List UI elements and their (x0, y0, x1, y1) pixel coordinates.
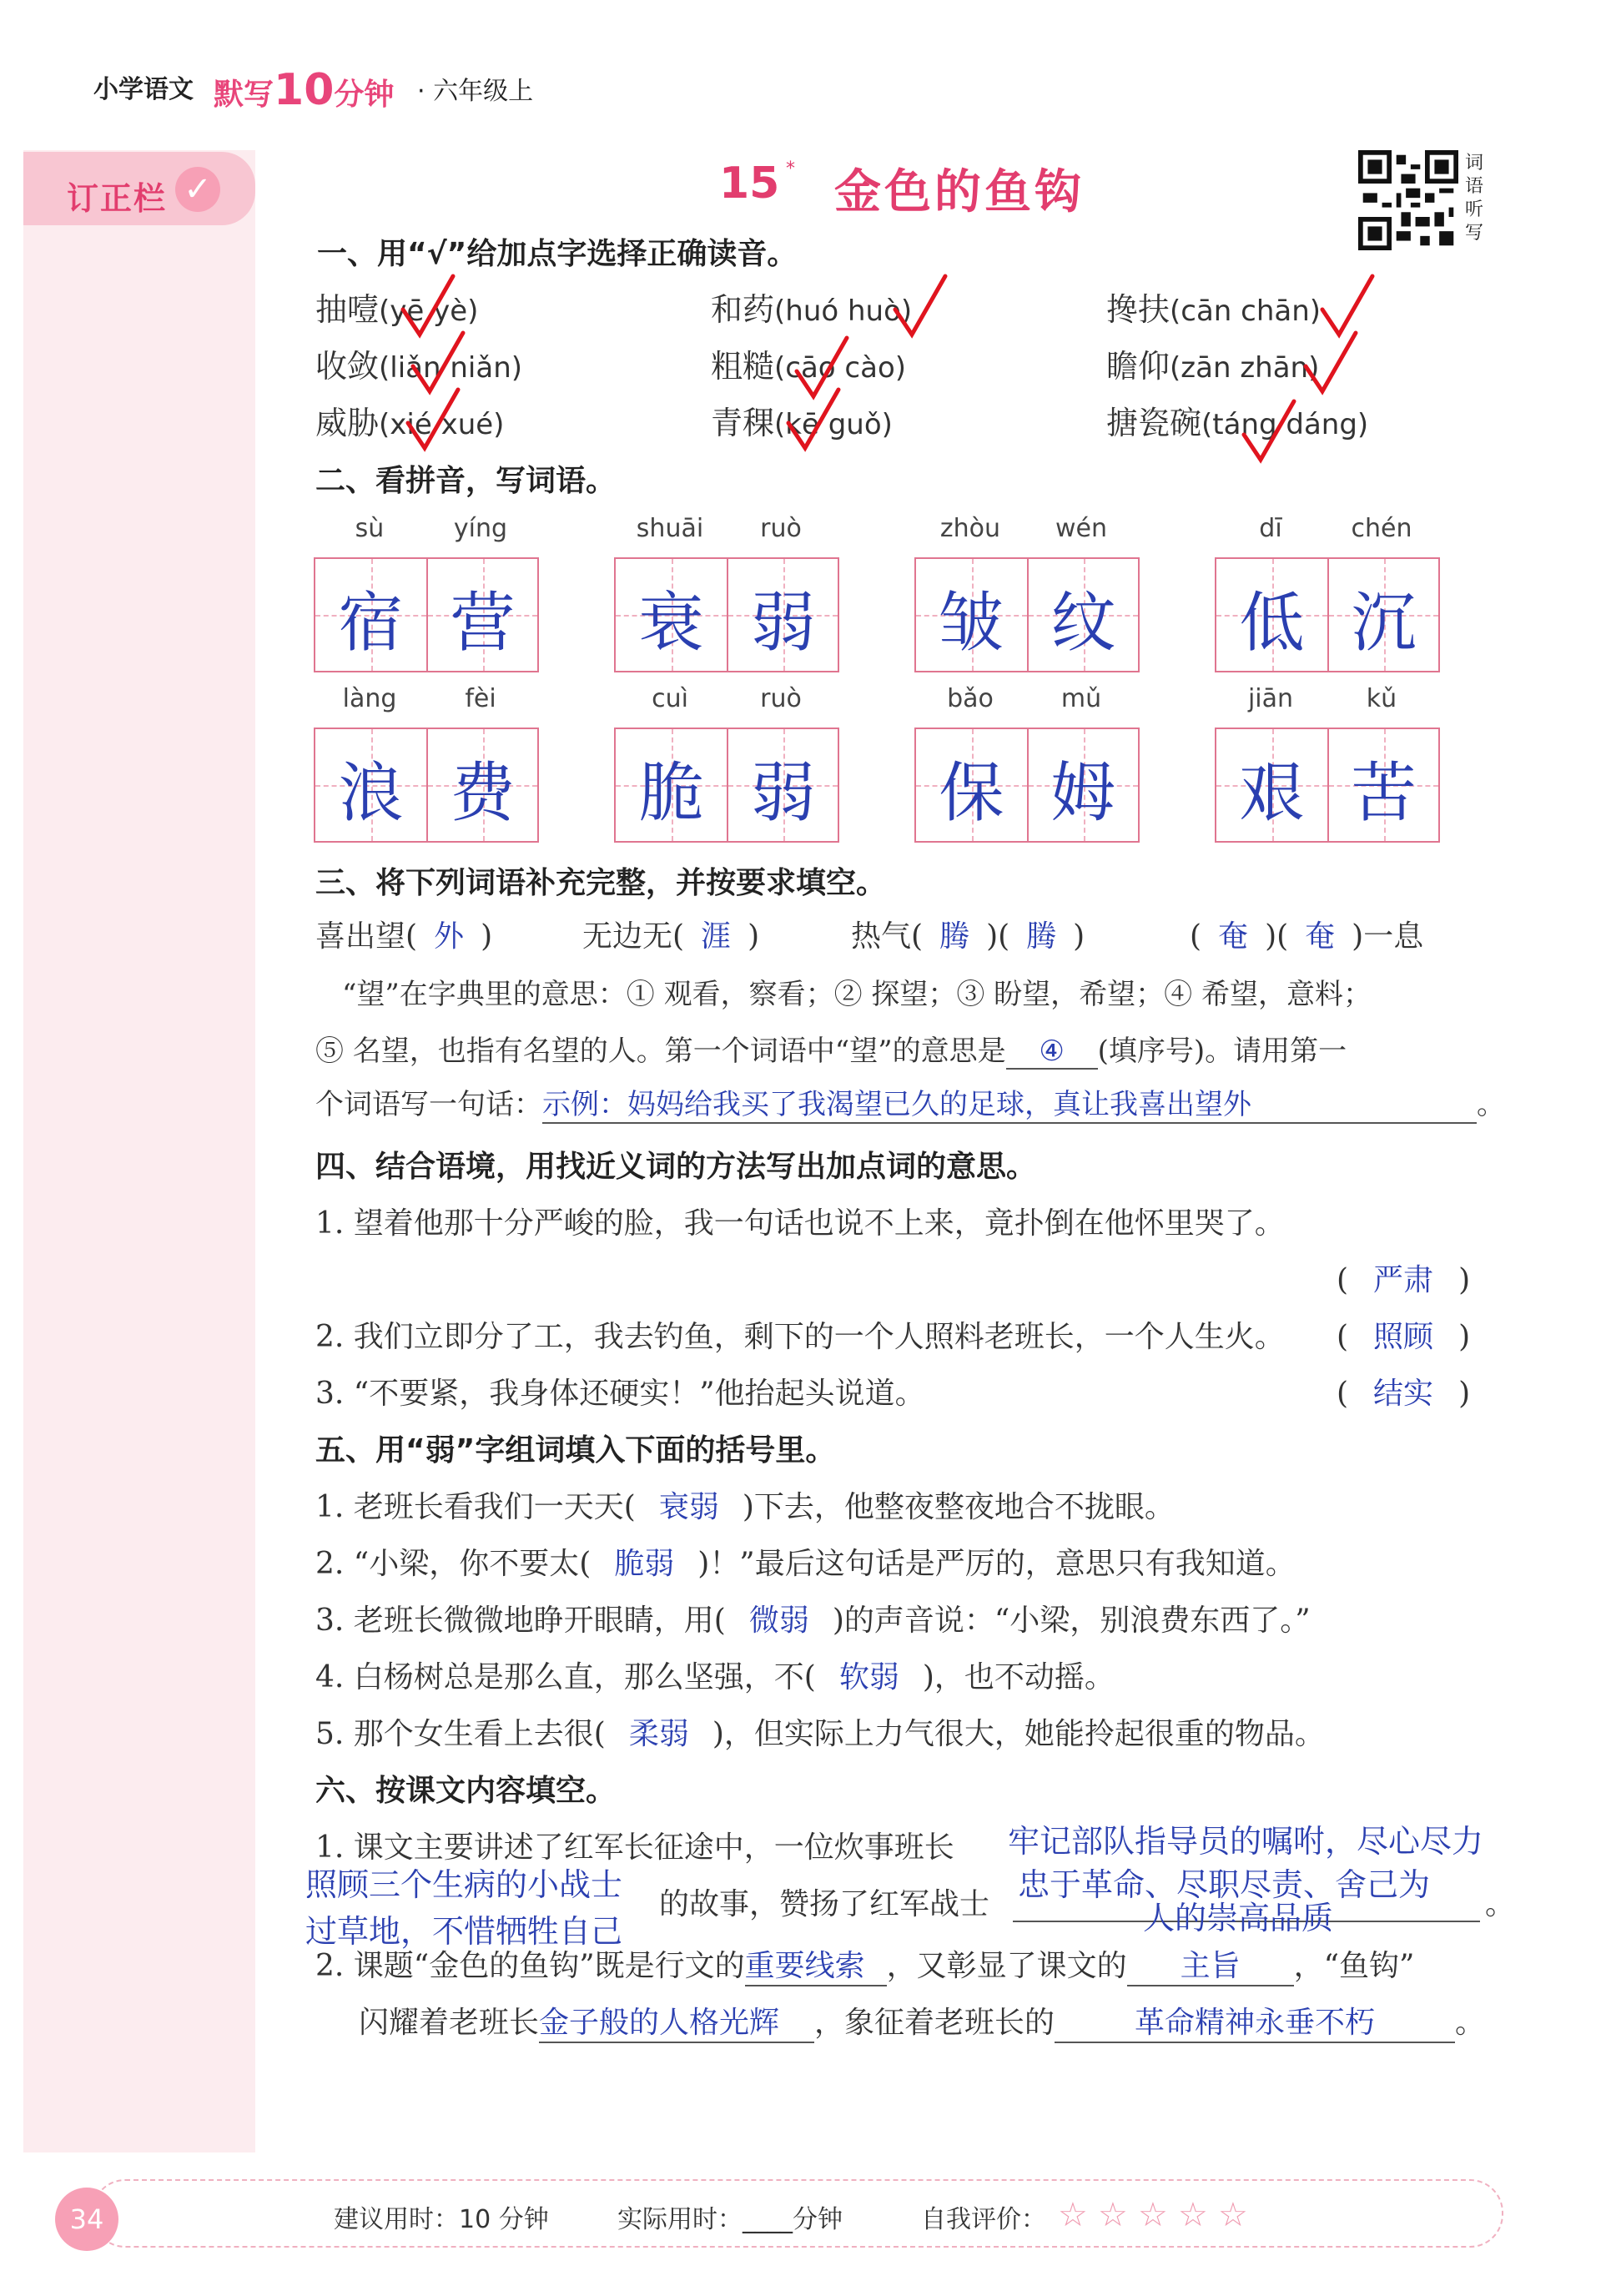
pinyin-label: jiān (1247, 684, 1294, 713)
item-word: 和药 (711, 291, 775, 328)
section4-heading: 四、结合语境，用找近义词的方法写出加点词的意思。 (315, 1150, 1037, 1184)
writing-grid (914, 557, 1140, 672)
grid-cell[interactable] (1027, 559, 1138, 671)
meaning-text: (填序号)。请用第一 (1097, 1035, 1347, 1068)
grid-cell[interactable] (616, 729, 727, 841)
grid-cell[interactable] (916, 559, 1027, 671)
question-4-1: 1. 望着他那十分严峻的脸，我一句话也说不上来，竟扑倒在他怀里哭了。 (315, 1206, 1285, 1241)
item-options: (cān chān) (1170, 295, 1322, 328)
question-5-2 (315, 1540, 1296, 1583)
idiom-1 (315, 913, 492, 955)
item-word: 搪瓷碗 (1106, 405, 1202, 441)
grid-char: 宿 (338, 586, 404, 661)
pinyin-item (1106, 284, 1321, 330)
check-mark-icon (784, 385, 843, 452)
item-options: (liǎn niǎn) (379, 351, 523, 385)
question-5-5 (315, 1710, 1325, 1753)
question-5-4 (315, 1654, 1115, 1696)
grid-char: 纹 (1050, 586, 1116, 661)
answer-value[interactable]: 衰弱 (658, 1490, 719, 1524)
grid-char: 姆 (1050, 756, 1116, 831)
brand-ten: 10 (274, 65, 335, 115)
grid-char: 皱 (939, 586, 1004, 661)
pinyin-label: dī (1259, 514, 1282, 543)
suggested-time: 建议用时：10 分钟 (334, 2205, 549, 2234)
writing-grid (1215, 557, 1440, 672)
idiom-answer[interactable]: 奄 (1218, 919, 1249, 954)
item-options: (huó huò) (774, 295, 913, 328)
rating-star-icon[interactable]: ☆ (1058, 2196, 1088, 2234)
grid-cell[interactable] (727, 729, 838, 841)
answer-6-1b-line2[interactable]: 人的崇高品质 (1143, 1900, 1334, 1936)
item-word: 粗糙 (711, 348, 775, 385)
brand-pre: 默写 (214, 78, 274, 112)
pinyin-label: yíng (453, 514, 508, 543)
grid-cell[interactable] (1327, 559, 1438, 671)
grid-cell[interactable] (1327, 729, 1438, 841)
question-6-1c: 。 (1485, 1887, 1516, 1921)
writing-grid (1215, 728, 1440, 843)
answer-value[interactable]: 照顾 (1373, 1320, 1434, 1354)
question-text: 2. “小梁，你不要太( (315, 1547, 592, 1581)
question-text: ，象征着老班长的 (814, 2006, 1055, 2040)
check-mark-icon (1301, 329, 1360, 395)
page-number: 34 (55, 2188, 118, 2251)
answer-6-1-line3[interactable]: 过草地，不惜牺牲自己 (305, 1913, 623, 1950)
idiom-answer[interactable]: 涯 (701, 919, 732, 954)
pinyin-label: kǔ (1366, 684, 1397, 713)
grid-cell[interactable] (1027, 729, 1138, 841)
pinyin-label: mǔ (1060, 684, 1102, 713)
item-options: (cāo cào) (774, 351, 907, 385)
item-options: (táng dáng) (1201, 408, 1369, 441)
idiom-text: 喜出望( (315, 919, 418, 954)
idiom-text: 热气( (851, 919, 924, 954)
meaning-text: 。 (1477, 1088, 1505, 1121)
writing-grid (314, 728, 539, 843)
pinyin-item (1106, 397, 1368, 443)
item-options: (kē guǒ) (774, 408, 893, 441)
qr-caption: 词语听写 (1465, 153, 1484, 244)
idiom-answer[interactable]: 腾 (1026, 919, 1057, 954)
question-text: 闪耀着老班长 (359, 2006, 540, 2040)
meaning-text: 个词语写一句话： (315, 1088, 542, 1121)
idiom-answer[interactable]: 外 (434, 919, 465, 954)
grid-cell[interactable] (727, 559, 838, 671)
pinyin-label: cuì (652, 684, 688, 713)
question-text: 4. 白杨树总是那么直，那么坚强，不( (315, 1660, 816, 1694)
answer-value[interactable]: 金子般的人格光辉 (539, 1999, 814, 2043)
grid-char: 低 (1239, 586, 1305, 661)
question-text: 。 (1455, 2006, 1486, 2040)
pinyin-label: làng (342, 684, 397, 713)
rating-star-icon[interactable]: ☆ (1098, 2196, 1128, 2234)
item-word: 青稞 (711, 405, 775, 441)
question-6-3 (359, 1999, 1485, 2043)
section2-heading: 二、看拼音，写词语。 (315, 464, 617, 498)
answer-value[interactable]: 革命精神永垂不朽 (1055, 1999, 1455, 2043)
check-mark-icon (1240, 397, 1298, 464)
answer-value[interactable]: 结实 (1373, 1377, 1434, 1411)
meaning-answer[interactable]: ④ (1006, 1035, 1098, 1070)
grid-cell[interactable] (1216, 729, 1327, 841)
idiom-text: )( (1265, 919, 1289, 954)
item-options: (zān zhān) (1170, 351, 1320, 385)
answer-4-1: ( 严肃 ) (1337, 1263, 1471, 1297)
check-mark-icon (891, 272, 949, 339)
grid-char: 沉 (1351, 586, 1417, 661)
meaning-line-3 (315, 1081, 1505, 1124)
question-text: ，又彰显了课文的 (886, 1949, 1127, 1983)
answer-value[interactable]: 脆弱 (614, 1547, 675, 1581)
rating-star-icon[interactable]: ☆ (1178, 2196, 1208, 2234)
idiom-text: )一息 (1352, 919, 1424, 954)
section5-heading: 五、用“弱”字组词填入下面的括号里。 (315, 1433, 836, 1468)
idiom-text: ) (481, 919, 493, 954)
meaning-line-2 (315, 1028, 1347, 1070)
question-6-2 (315, 1942, 1414, 1986)
idiom-text: ) (1073, 919, 1085, 954)
grid-char: 弱 (750, 756, 816, 831)
question-6-1b: 的故事，赞扬了红军战士 (659, 1887, 990, 1921)
grid-cell[interactable] (426, 729, 537, 841)
pinyin-item (711, 284, 912, 330)
idiom-text: )( (986, 919, 1010, 954)
question-text: ，“鱼钩” (1293, 1949, 1415, 1983)
answer-value[interactable]: 重要线索 (745, 1942, 887, 1986)
grid-char: 艰 (1239, 756, 1305, 831)
answer-value[interactable]: 柔弱 (628, 1717, 689, 1751)
answer-4-2: ( 照顾 ) (1337, 1320, 1471, 1354)
answer-value[interactable]: 严肃 (1373, 1263, 1434, 1297)
self-evaluation-label: 自我评价： (921, 2205, 1046, 2234)
writing-grid (614, 728, 839, 843)
grid-char: 营 (450, 586, 516, 661)
idiom-answer[interactable]: 腾 (939, 919, 970, 954)
item-word: 收敛 (315, 348, 380, 385)
pinyin-label: shuāi (636, 514, 704, 543)
question-4-2: 2. 我们立即分了工，我去钓鱼，剩下的一个人照料老班长，一个人生火。 (315, 1320, 1285, 1354)
correction-column (23, 150, 255, 2152)
question-text: )，也不动摇。 (922, 1660, 1115, 1694)
grid-char: 保 (939, 756, 1004, 831)
question-text: 1. 老班长看我们一天天( (315, 1490, 636, 1524)
item-word: 威胁 (315, 405, 380, 441)
pinyin-label: ruò (760, 514, 802, 543)
answer-6-1-line1[interactable]: 牢记部队指导员的嘱咐，尽心尽力 (1008, 1823, 1484, 1860)
qr-code-icon[interactable] (1358, 150, 1458, 250)
grade-label: · 六年级上 (417, 77, 534, 106)
idiom-3 (851, 913, 1085, 955)
grid-char: 弱 (750, 586, 816, 661)
answer-value[interactable]: 软弱 (838, 1660, 899, 1694)
idiom-text: ( (1190, 919, 1202, 954)
idiom-4 (1190, 913, 1423, 955)
pinyin-label: ruò (760, 684, 802, 713)
question-text: 2. 课题“金色的鱼钩”既是行文的 (315, 1949, 745, 1983)
question-text: )的声音说：“小梁，别浪费东西了。” (832, 1604, 1311, 1638)
item-word: 抽噎 (315, 291, 380, 328)
grid-cell[interactable] (916, 729, 1027, 841)
question-text: 3. 老班长微微地睁开眼睛，用( (315, 1604, 726, 1638)
rating-star-icon[interactable]: ☆ (1218, 2196, 1248, 2234)
grid-char: 衰 (638, 586, 704, 661)
section3-heading: 三、将下列词语补充完整，并按要求填空。 (315, 866, 887, 900)
pinyin-item (1106, 340, 1319, 386)
brand-title (214, 65, 394, 115)
question-text: )！”最后这句话是严厉的，意思只有我知道。 (697, 1547, 1296, 1581)
answer-4-3: ( 结实 ) (1337, 1377, 1471, 1411)
pinyin-label: zhòu (939, 514, 1001, 543)
question-5-1 (315, 1483, 1175, 1526)
idiom-text: ) (748, 919, 760, 954)
rating-star-icon[interactable]: ☆ (1138, 2196, 1168, 2234)
section6-heading: 六、按课文内容填空。 (315, 1774, 617, 1808)
grid-cell[interactable] (426, 559, 537, 671)
pinyin-label: sù (355, 514, 385, 543)
sentence-answer[interactable]: 示例：妈妈给我买了我渴望已久的足球，真让我喜出望外 (542, 1081, 1477, 1124)
pinyin-label: chén (1351, 514, 1412, 543)
question-text: )下去，他整夜整夜地合不拢眼。 (742, 1490, 1175, 1524)
grid-char: 脆 (638, 756, 704, 831)
question-6-1a: 1. 课文主要讲述了红军长征途中，一位炊事班长 (315, 1830, 954, 1865)
writing-grid (614, 557, 839, 672)
meaning-line-1: “望”在字典里的意思：① 观看，察看；② 探望；③ 盼望，希望；④ 希望，意料； (342, 978, 1372, 1011)
idiom-answer[interactable]: 奄 (1305, 919, 1336, 954)
item-word: 瞻仰 (1106, 348, 1171, 385)
pinyin-label: wén (1055, 514, 1107, 543)
correction-label: 订正栏 (67, 180, 168, 217)
actual-time: 实际用时：____分钟 (617, 2205, 843, 2234)
question-text: 5. 那个女生看上去很( (315, 1717, 606, 1751)
lesson-number: 15 (719, 159, 780, 209)
answer-6-1b-line1[interactable]: 忠于革命、尽职尽责、舍己为 (1018, 1866, 1431, 1903)
grid-cell[interactable] (1216, 559, 1327, 671)
section1-heading: 一、用“√”给加点字选择正确读音。 (317, 237, 798, 271)
page-title: 金色的鱼钩 (834, 165, 1085, 219)
item-options: (yē yè) (379, 295, 479, 328)
grid-char: 苦 (1351, 756, 1417, 831)
meaning-text: ⑤ 名望，也指有名望的人。第一个词语中“望”的意思是 (315, 1035, 1006, 1068)
writing-grid (914, 728, 1140, 843)
idiom-2 (582, 913, 759, 955)
question-text: )，但实际上力气很大，她能拎起很重的物品。 (712, 1717, 1325, 1751)
grid-char: 浪 (338, 756, 404, 831)
idiom-text: 无边无( (582, 919, 685, 954)
question-5-3 (315, 1597, 1311, 1639)
item-word: 搀扶 (1106, 291, 1171, 328)
grid-char: 费 (450, 756, 516, 831)
answer-value[interactable]: 主旨 (1127, 1942, 1294, 1986)
question-4-3: 3. “不要紧，我身体还硬实！”他抬起头说道。 (315, 1377, 925, 1411)
item-options: (xié xué) (379, 408, 505, 441)
answer-6-1-line2[interactable]: 照顾三个生病的小战士 (305, 1866, 623, 1903)
grid-cell[interactable] (616, 559, 727, 671)
lesson-star: * (786, 159, 795, 179)
writing-grid (314, 557, 539, 672)
brand-post: 分钟 (334, 78, 395, 112)
series-title: 小学语文 (93, 75, 194, 104)
pinyin-label: fèi (465, 684, 496, 713)
pinyin-label: bǎo (947, 684, 994, 713)
check-badge-icon: ✓ (175, 167, 220, 212)
grid-cell[interactable] (315, 559, 426, 671)
grid-cell[interactable] (315, 729, 426, 841)
check-mark-icon (404, 385, 462, 452)
answer-value[interactable]: 微弱 (748, 1604, 809, 1638)
